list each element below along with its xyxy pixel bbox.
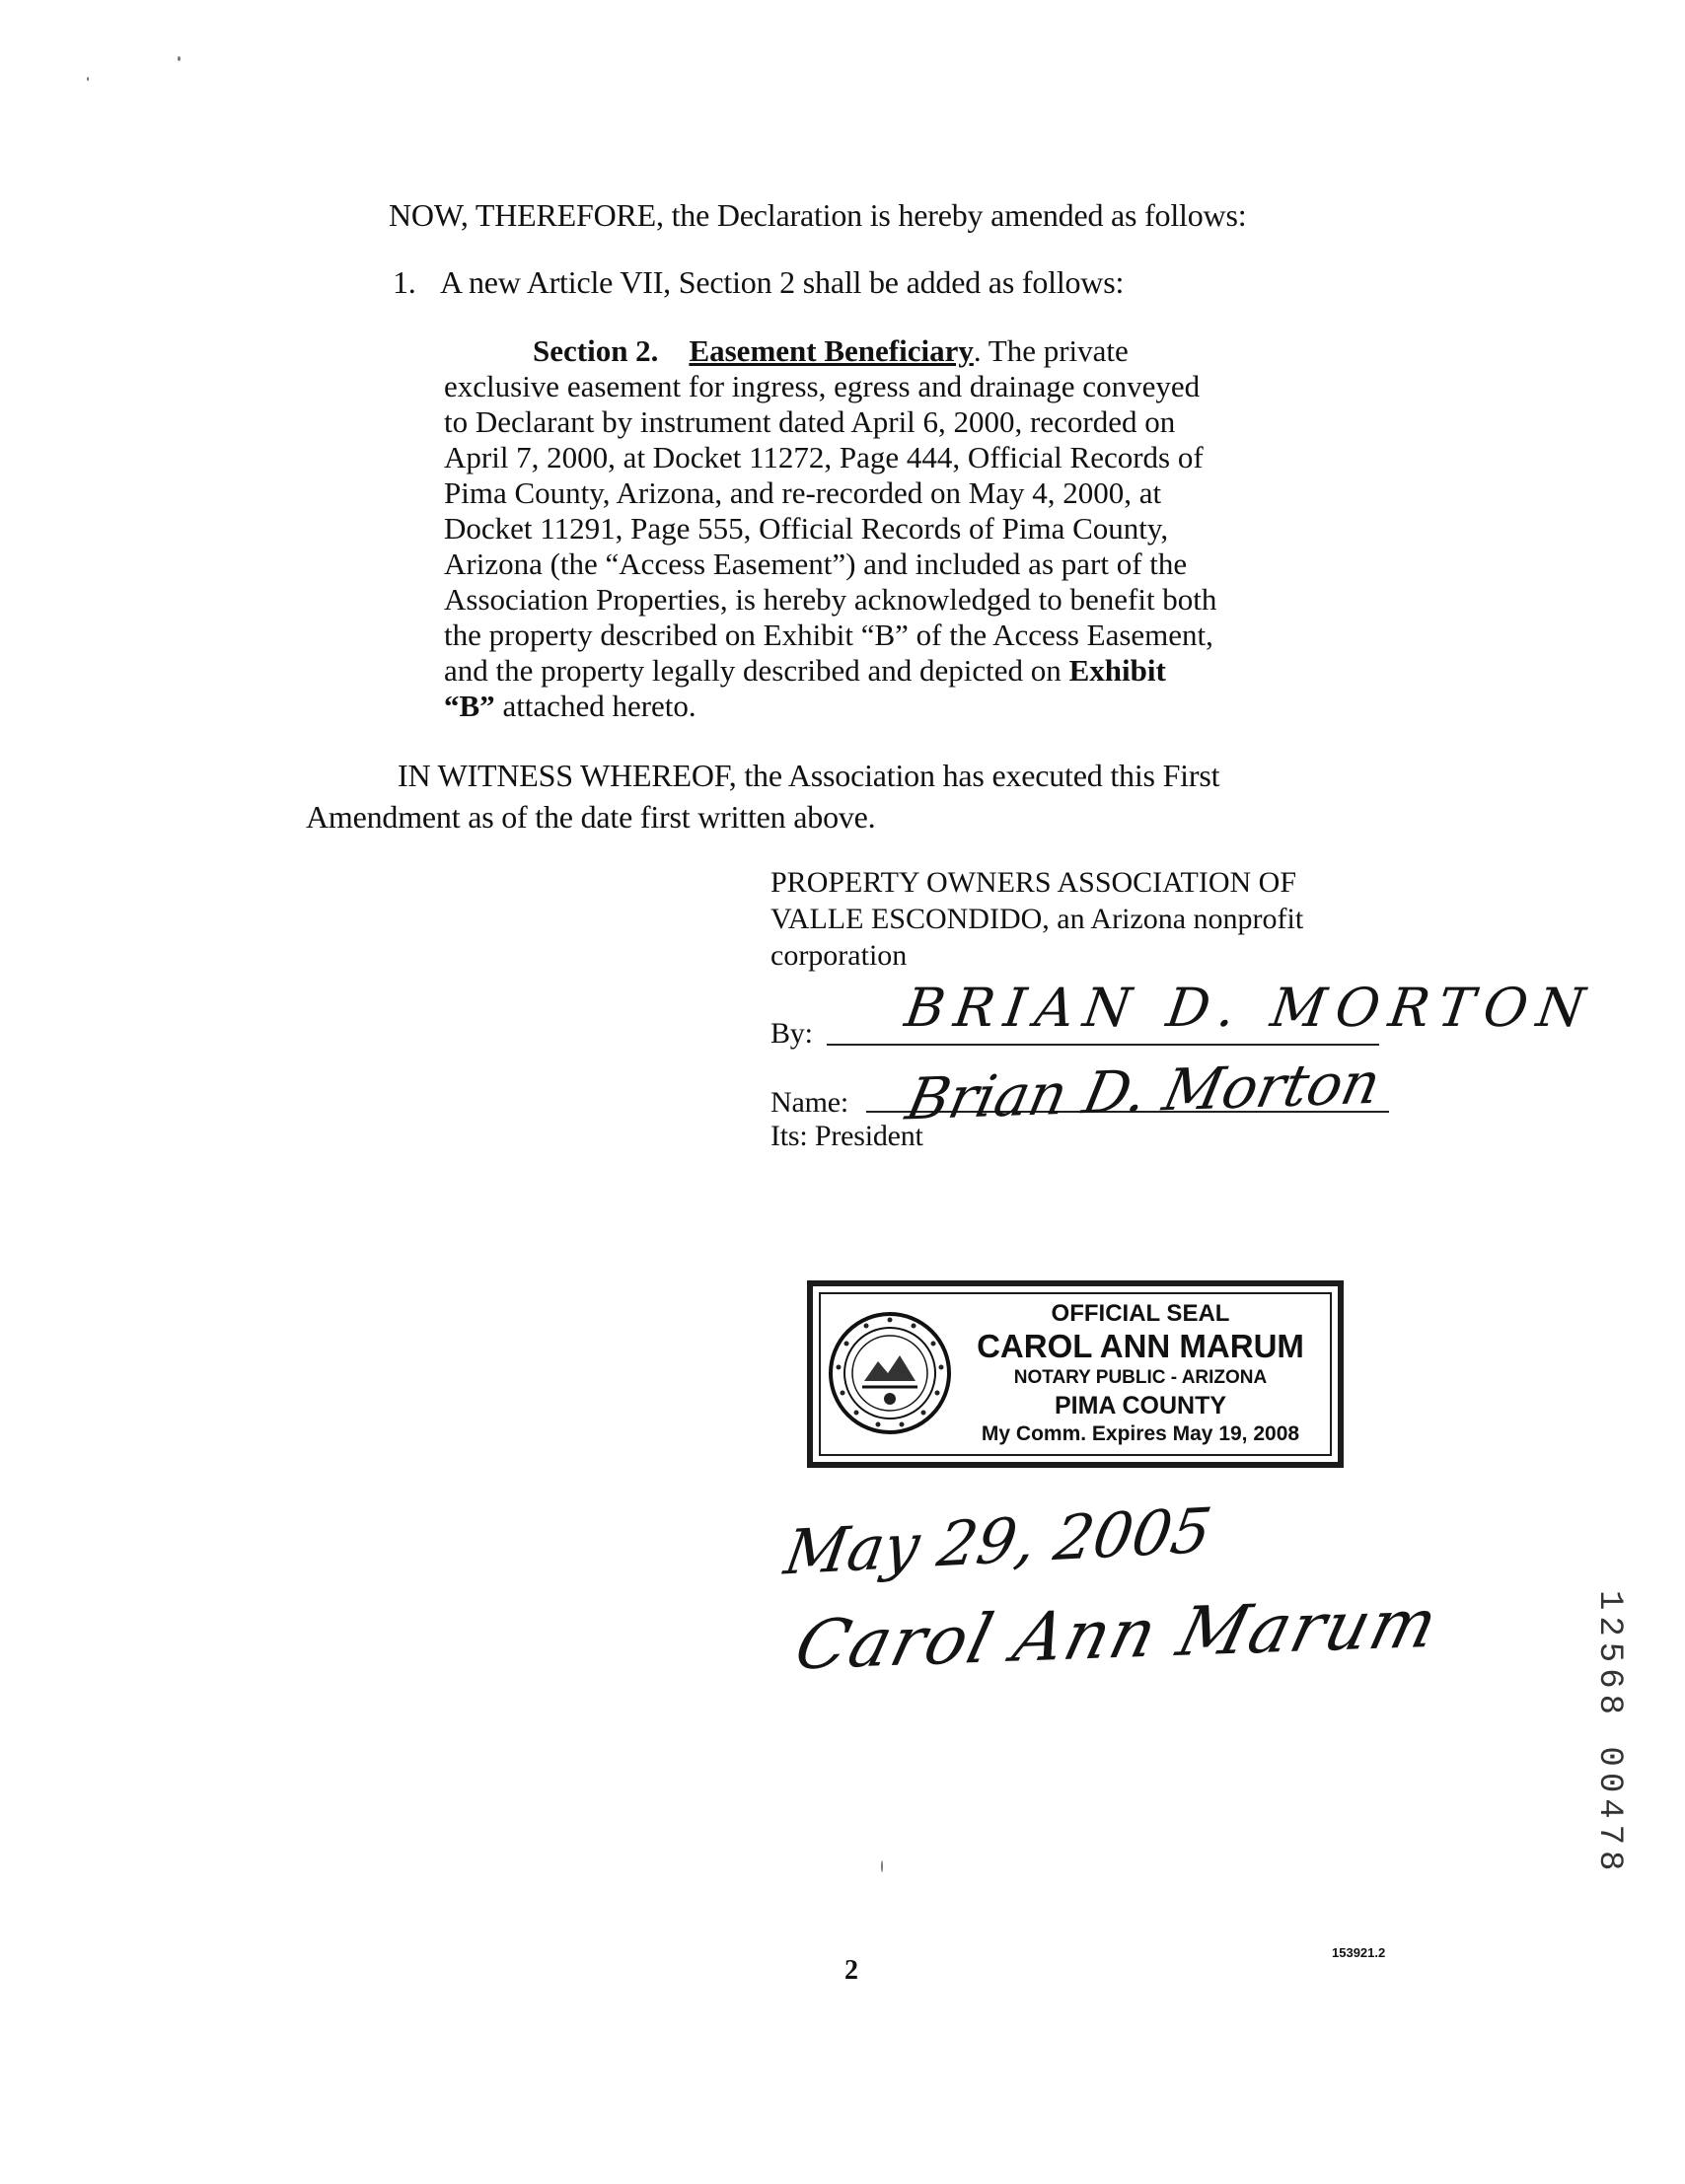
by-handwritten-name: BRIAN D. MORTON: [901, 977, 1599, 1039]
association-name: [770, 864, 1303, 974]
seal-line-commission-expiry: My Comm. Expires May 19, 2008: [981, 1422, 1300, 1445]
section-2-paragraph: [444, 333, 1216, 724]
its-title: Its: President: [770, 1120, 923, 1152]
notary-signature: Carol Ann Marum: [787, 1584, 1447, 1686]
arizona-state-seal-icon: [825, 1308, 955, 1438]
section-line-1: [444, 333, 1216, 369]
section-text-line: the property described on Exhibit “B” of the Access Easement,: [444, 618, 1213, 652]
exhibit-b-letter: “B”: [444, 689, 495, 723]
item-text: A new Article VII, Section 2 shall be added as follows:: [440, 264, 1125, 300]
section-line-10: [444, 653, 1216, 689]
page-number: 2: [844, 1955, 858, 1986]
item-number: 1.: [393, 264, 416, 300]
section-text-line: to Declarant by instrument dated April 6, 2000, recorded on: [444, 404, 1176, 439]
document-code: 153921.2: [1332, 1945, 1386, 1960]
association-line: corporation: [770, 939, 908, 972]
seal-line-official-seal: OFFICIAL SEAL: [1051, 1300, 1230, 1327]
by-signature-line: [827, 1044, 1379, 1046]
section-text-line: Association Properties, is hereby acknowledged to benefit both: [444, 582, 1217, 617]
intro-line: NOW, THEREFORE, the Declaration is hereby amended as follows:: [389, 197, 1247, 233]
by-label: By:: [770, 1017, 813, 1050]
name-signature: Brian D. Morton: [900, 1049, 1387, 1133]
recording-number-stamp: 12568 00478: [1590, 1590, 1628, 1877]
name-label: Name:: [770, 1086, 848, 1119]
seal-line-county: PIMA COUNTY: [1054, 1392, 1227, 1420]
scan-speck: [178, 56, 181, 61]
section-title: Easement Beneficiary: [689, 333, 974, 368]
section-text-line: attached hereto.: [502, 689, 696, 723]
notary-seal-text: [951, 1300, 1330, 1448]
witness-line-1: IN WITNESS WHEREOF, the Association has executed this First: [398, 758, 1220, 793]
exhibit-b-ref: Exhibit: [1068, 653, 1166, 688]
seal-line-notary-name: CAROL ANN MARUM: [977, 1328, 1304, 1364]
seal-line-notary-public: NOTARY PUBLIC - ARIZONA: [1013, 1367, 1268, 1388]
association-line: PROPERTY OWNERS ASSOCIATION OF: [770, 866, 1296, 899]
section-text-line: . The private: [973, 333, 1129, 368]
section-text-line: and the property legally described and depicted on: [444, 653, 1062, 688]
notary-handwritten-date: May 29, 2005: [779, 1493, 1216, 1589]
section-text-line: Pima County, Arizona, and re-recorded on May 4, 2000, at: [444, 475, 1162, 510]
scan-speck: [881, 1860, 883, 1872]
notary-seal-stamp: [807, 1280, 1344, 1468]
section-text-line: exclusive easement for ingress, egress and drainage conveyed: [444, 369, 1201, 403]
association-line: VALLE ESCONDIDO, an Arizona nonprofit: [770, 903, 1304, 935]
scan-speck: [87, 77, 89, 81]
section-label: Section 2.: [533, 333, 659, 368]
section-text-line: Docket 11291, Page 555, Official Records of Pima County,: [444, 511, 1169, 546]
section-text-line: Arizona (the “Access Easement”) and included as part of the: [444, 546, 1188, 581]
witness-line-2: Amendment as of the date first written above.: [306, 799, 876, 835]
section-line-11: [444, 689, 1216, 724]
section-text-line: April 7, 2000, at Docket 11272, Page 444, Official Records of: [444, 440, 1204, 474]
